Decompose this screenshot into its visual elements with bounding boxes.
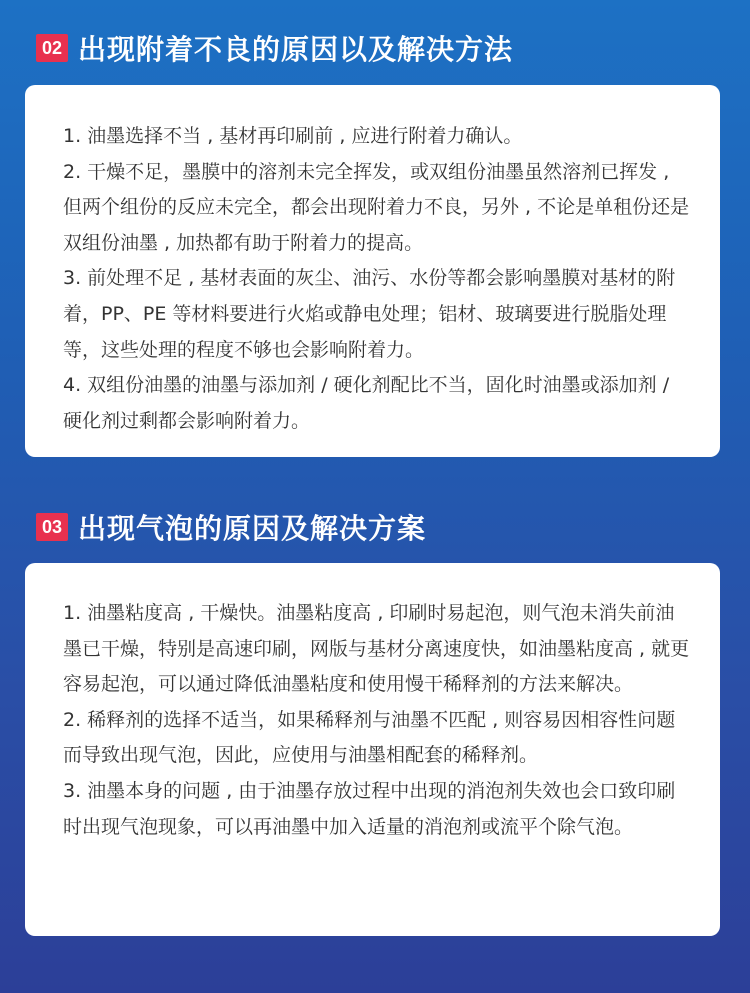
paragraph: 3. 油墨本身的问题 , 由于油墨存放过程中出现的消泡剂失效也会口致印刷时出现气泡现象，可以再油墨中加入适量的消泡剂或流平个除气泡。: [63, 779, 676, 838]
section-title: 出现气泡的原因及解决方案: [78, 512, 427, 545]
paragraph: 1. 油墨粘度高 , 干燥快。油墨粘度高 , 印刷时易起泡，则气泡未消失前油墨已干燥，特别是高速印刷，网版与基材分离速度快，如油墨粘度高 , 就更容易起泡，可以通过降低油墨粘度和使用慢干稀释剂的方法来解决。: [63, 602, 690, 696]
section-number-badge: 03: [36, 513, 68, 541]
paragraph: 3. 前处理不足 , 基材表面的灰尘、油污、水份等都会影响墨膜对基材的附着，PP、PE 等材料要进行火焰或静电处理；铝材、玻璃要进行脱脂处理等，这些处理的程度不够也会影响附着力。: [63, 267, 676, 361]
section-header-bubbles: [36, 507, 426, 547]
content-card-adhesion: [25, 85, 720, 457]
section-number-badge: 02: [36, 34, 68, 62]
content-card-bubbles: [25, 563, 720, 936]
paragraph: 2. 稀释剂的选择不适当，如果稀释剂与油墨不匹配 , 则容易因相容性问题而导致出现气泡，因此，应使用与油墨相配套的稀释剂。: [63, 708, 676, 767]
paragraph: 4. 双组份油墨的油墨与添加剂 / 硬化剂配比不当，固化时油墨或添加剂 / 硬化剂过剩都会影响附着力。: [63, 374, 670, 432]
section-header-adhesion: [36, 28, 513, 68]
paragraph: 2. 干燥不足，墨膜中的溶剂未完全挥发，或双组份油墨虽然溶剂已挥发 , 但两个组份的反应未完全，都会出现附着力不良，另外 , 不论是单租份还是双组份油墨 , 加热都有助于附着力的提高。: [63, 160, 690, 254]
paragraph: 1. 油墨选择不当 , 基材再印刷前 , 应进行附着力确认。: [63, 125, 523, 147]
section-title: 出现附着不良的原因以及解决方法: [78, 33, 514, 66]
